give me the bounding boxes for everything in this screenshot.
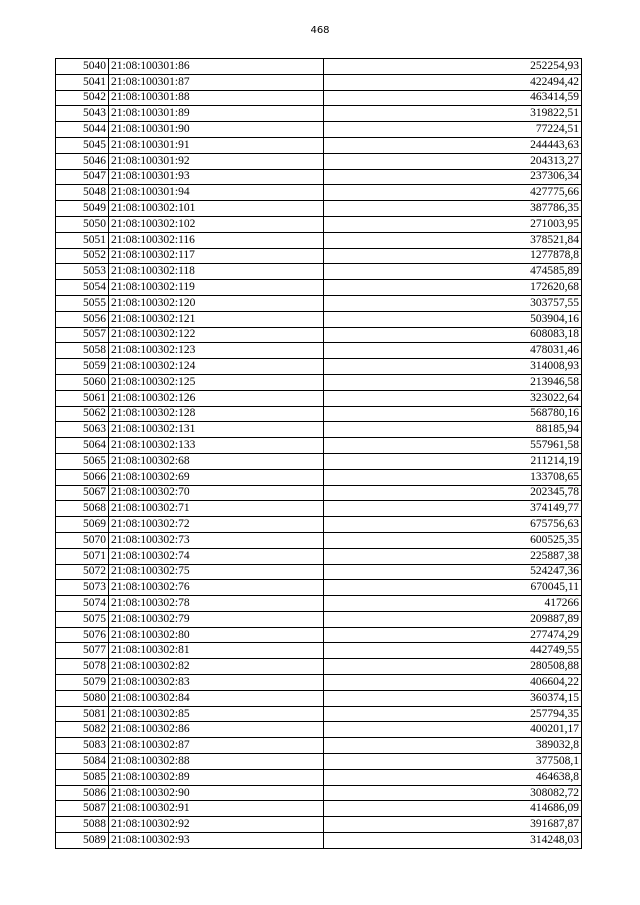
cadastral-number-cell: 21:08:100301:94 xyxy=(109,185,324,201)
row-number-cell: 5089 xyxy=(56,833,109,849)
registry-table xyxy=(55,58,582,849)
table-row xyxy=(56,137,582,153)
cadastral-number-cell: 21:08:100302:126 xyxy=(109,390,324,406)
value-cell: 172620,68 xyxy=(324,280,582,296)
value-cell: 463414,59 xyxy=(324,90,582,106)
table-row xyxy=(56,611,582,627)
table-row xyxy=(56,343,582,359)
row-number-cell: 5060 xyxy=(56,374,109,390)
row-number-cell: 5068 xyxy=(56,501,109,517)
table-row xyxy=(56,390,582,406)
row-number-cell: 5054 xyxy=(56,280,109,296)
value-cell: 225887,38 xyxy=(324,548,582,564)
table-row xyxy=(56,596,582,612)
row-number-cell: 5084 xyxy=(56,754,109,770)
value-cell: 478031,46 xyxy=(324,343,582,359)
row-number-cell: 5078 xyxy=(56,659,109,675)
table-row xyxy=(56,59,582,75)
row-number-cell: 5077 xyxy=(56,643,109,659)
table-row xyxy=(56,122,582,138)
row-number-cell: 5042 xyxy=(56,90,109,106)
row-number-cell: 5043 xyxy=(56,106,109,122)
row-number-cell: 5055 xyxy=(56,295,109,311)
value-cell: 314008,93 xyxy=(324,359,582,375)
table-row xyxy=(56,769,582,785)
cadastral-number-cell: 21:08:100302:82 xyxy=(109,659,324,675)
value-cell: 377508,1 xyxy=(324,754,582,770)
value-cell: 323022,64 xyxy=(324,390,582,406)
table-row xyxy=(56,295,582,311)
table-row xyxy=(56,201,582,217)
table-row xyxy=(56,548,582,564)
value-cell: 608083,18 xyxy=(324,327,582,343)
cadastral-number-cell: 21:08:100301:88 xyxy=(109,90,324,106)
table-row xyxy=(56,580,582,596)
cadastral-number-cell: 21:08:100302:121 xyxy=(109,311,324,327)
cadastral-number-cell: 21:08:100302:102 xyxy=(109,216,324,232)
row-number-cell: 5040 xyxy=(56,59,109,75)
row-number-cell: 5076 xyxy=(56,627,109,643)
table-row xyxy=(56,453,582,469)
table-row xyxy=(56,216,582,232)
cadastral-number-cell: 21:08:100301:90 xyxy=(109,122,324,138)
row-number-cell: 5065 xyxy=(56,453,109,469)
value-cell: 600525,35 xyxy=(324,532,582,548)
table-row xyxy=(56,501,582,517)
page-number: 468 xyxy=(310,25,330,36)
cadastral-number-cell: 21:08:100302:84 xyxy=(109,690,324,706)
row-number-cell: 5045 xyxy=(56,137,109,153)
value-cell: 391687,87 xyxy=(324,817,582,833)
value-cell: 237306,34 xyxy=(324,169,582,185)
row-number-cell: 5085 xyxy=(56,769,109,785)
cadastral-number-cell: 21:08:100302:128 xyxy=(109,406,324,422)
table-row xyxy=(56,817,582,833)
table-row xyxy=(56,264,582,280)
row-number-cell: 5047 xyxy=(56,169,109,185)
value-cell: 308082,72 xyxy=(324,785,582,801)
value-cell: 387786,35 xyxy=(324,201,582,217)
value-cell: 360374,15 xyxy=(324,690,582,706)
cadastral-number-cell: 21:08:100302:85 xyxy=(109,706,324,722)
cadastral-number-cell: 21:08:100302:123 xyxy=(109,343,324,359)
cadastral-number-cell: 21:08:100302:70 xyxy=(109,485,324,501)
row-number-cell: 5048 xyxy=(56,185,109,201)
cadastral-number-cell: 21:08:100302:116 xyxy=(109,232,324,248)
cadastral-number-cell: 21:08:100302:72 xyxy=(109,517,324,533)
cadastral-number-cell: 21:08:100302:76 xyxy=(109,580,324,596)
table-row xyxy=(56,659,582,675)
cadastral-number-cell: 21:08:100302:78 xyxy=(109,596,324,612)
table-row xyxy=(56,706,582,722)
value-cell: 400201,17 xyxy=(324,722,582,738)
cadastral-number-cell: 21:08:100302:75 xyxy=(109,564,324,580)
row-number-cell: 5046 xyxy=(56,153,109,169)
cadastral-number-cell: 21:08:100302:90 xyxy=(109,785,324,801)
table-row xyxy=(56,311,582,327)
table-row xyxy=(56,106,582,122)
table-row xyxy=(56,374,582,390)
value-cell: 524247,36 xyxy=(324,564,582,580)
row-number-cell: 5088 xyxy=(56,817,109,833)
row-number-cell: 5075 xyxy=(56,611,109,627)
cadastral-number-cell: 21:08:100302:79 xyxy=(109,611,324,627)
cadastral-number-cell: 21:08:100302:68 xyxy=(109,453,324,469)
row-number-cell: 5067 xyxy=(56,485,109,501)
cadastral-number-cell: 21:08:100302:89 xyxy=(109,769,324,785)
value-cell: 374149,77 xyxy=(324,501,582,517)
cadastral-number-cell: 21:08:100302:91 xyxy=(109,801,324,817)
cadastral-number-cell: 21:08:100302:80 xyxy=(109,627,324,643)
cadastral-number-cell: 21:08:100302:125 xyxy=(109,374,324,390)
cadastral-number-cell: 21:08:100302:73 xyxy=(109,532,324,548)
value-cell: 503904,16 xyxy=(324,311,582,327)
cadastral-number-cell: 21:08:100302:122 xyxy=(109,327,324,343)
cadastral-number-cell: 21:08:100302:124 xyxy=(109,359,324,375)
value-cell: 464638,8 xyxy=(324,769,582,785)
value-cell: 1277878,8 xyxy=(324,248,582,264)
table-row xyxy=(56,754,582,770)
row-number-cell: 5080 xyxy=(56,690,109,706)
table-row xyxy=(56,690,582,706)
cadastral-number-cell: 21:08:100301:89 xyxy=(109,106,324,122)
row-number-cell: 5061 xyxy=(56,390,109,406)
value-cell: 211214,19 xyxy=(324,453,582,469)
value-cell: 314248,03 xyxy=(324,833,582,849)
row-number-cell: 5058 xyxy=(56,343,109,359)
cadastral-number-cell: 21:08:100302:86 xyxy=(109,722,324,738)
value-cell: 319822,51 xyxy=(324,106,582,122)
value-cell: 417266 xyxy=(324,596,582,612)
cadastral-number-cell: 21:08:100302:87 xyxy=(109,738,324,754)
cadastral-number-cell: 21:08:100302:133 xyxy=(109,438,324,454)
value-cell: 557961,58 xyxy=(324,438,582,454)
cadastral-number-cell: 21:08:100302:88 xyxy=(109,754,324,770)
table-row xyxy=(56,485,582,501)
row-number-cell: 5070 xyxy=(56,532,109,548)
row-number-cell: 5057 xyxy=(56,327,109,343)
table-row xyxy=(56,738,582,754)
row-number-cell: 5083 xyxy=(56,738,109,754)
row-number-cell: 5052 xyxy=(56,248,109,264)
value-cell: 474585,89 xyxy=(324,264,582,280)
row-number-cell: 5069 xyxy=(56,517,109,533)
value-cell: 442749,55 xyxy=(324,643,582,659)
cadastral-number-cell: 21:08:100302:131 xyxy=(109,422,324,438)
row-number-cell: 5071 xyxy=(56,548,109,564)
table-row xyxy=(56,280,582,296)
cadastral-number-cell: 21:08:100302:117 xyxy=(109,248,324,264)
table-row xyxy=(56,722,582,738)
cadastral-number-cell: 21:08:100302:71 xyxy=(109,501,324,517)
row-number-cell: 5063 xyxy=(56,422,109,438)
table-row xyxy=(56,627,582,643)
value-cell: 675756,63 xyxy=(324,517,582,533)
cadastral-number-cell: 21:08:100301:93 xyxy=(109,169,324,185)
table-row xyxy=(56,801,582,817)
row-number-cell: 5082 xyxy=(56,722,109,738)
row-number-cell: 5041 xyxy=(56,74,109,90)
row-number-cell: 5062 xyxy=(56,406,109,422)
row-number-cell: 5049 xyxy=(56,201,109,217)
cadastral-number-cell: 21:08:100301:86 xyxy=(109,59,324,75)
row-number-cell: 5074 xyxy=(56,596,109,612)
value-cell: 88185,94 xyxy=(324,422,582,438)
value-cell: 244443,63 xyxy=(324,137,582,153)
table-row xyxy=(56,232,582,248)
table-row xyxy=(56,422,582,438)
value-cell: 77224,51 xyxy=(324,122,582,138)
cadastral-number-cell: 21:08:100302:120 xyxy=(109,295,324,311)
value-cell: 277474,29 xyxy=(324,627,582,643)
registry-table-body xyxy=(56,59,582,849)
value-cell: 209887,89 xyxy=(324,611,582,627)
table-row xyxy=(56,517,582,533)
row-number-cell: 5053 xyxy=(56,264,109,280)
value-cell: 427775,66 xyxy=(324,185,582,201)
table-row xyxy=(56,785,582,801)
cadastral-number-cell: 21:08:100301:91 xyxy=(109,137,324,153)
row-number-cell: 5050 xyxy=(56,216,109,232)
table-row xyxy=(56,564,582,580)
table-row xyxy=(56,90,582,106)
value-cell: 202345,78 xyxy=(324,485,582,501)
table-row xyxy=(56,248,582,264)
row-number-cell: 5051 xyxy=(56,232,109,248)
table-row xyxy=(56,675,582,691)
value-cell: 568780,16 xyxy=(324,406,582,422)
cadastral-number-cell: 21:08:100302:101 xyxy=(109,201,324,217)
cadastral-number-cell: 21:08:100302:81 xyxy=(109,643,324,659)
cadastral-number-cell: 21:08:100302:92 xyxy=(109,817,324,833)
cadastral-number-cell: 21:08:100302:93 xyxy=(109,833,324,849)
cadastral-number-cell: 21:08:100302:118 xyxy=(109,264,324,280)
row-number-cell: 5086 xyxy=(56,785,109,801)
table-row xyxy=(56,833,582,849)
row-number-cell: 5056 xyxy=(56,311,109,327)
row-number-cell: 5072 xyxy=(56,564,109,580)
cadastral-number-cell: 21:08:100302:119 xyxy=(109,280,324,296)
table-row xyxy=(56,359,582,375)
cadastral-number-cell: 21:08:100302:69 xyxy=(109,469,324,485)
value-cell: 271003,95 xyxy=(324,216,582,232)
table-row xyxy=(56,74,582,90)
value-cell: 204313,27 xyxy=(324,153,582,169)
row-number-cell: 5059 xyxy=(56,359,109,375)
table-row xyxy=(56,185,582,201)
value-cell: 389032,8 xyxy=(324,738,582,754)
value-cell: 252254,93 xyxy=(324,59,582,75)
value-cell: 414686,09 xyxy=(324,801,582,817)
table-row xyxy=(56,406,582,422)
cadastral-number-cell: 21:08:100302:74 xyxy=(109,548,324,564)
row-number-cell: 5081 xyxy=(56,706,109,722)
table-row xyxy=(56,169,582,185)
table-row xyxy=(56,438,582,454)
value-cell: 213946,58 xyxy=(324,374,582,390)
row-number-cell: 5087 xyxy=(56,801,109,817)
table-row xyxy=(56,643,582,659)
row-number-cell: 5073 xyxy=(56,580,109,596)
row-number-cell: 5066 xyxy=(56,469,109,485)
row-number-cell: 5064 xyxy=(56,438,109,454)
row-number-cell: 5044 xyxy=(56,122,109,138)
table-row xyxy=(56,327,582,343)
value-cell: 378521,84 xyxy=(324,232,582,248)
value-cell: 133708,65 xyxy=(324,469,582,485)
cadastral-number-cell: 21:08:100302:83 xyxy=(109,675,324,691)
cadastral-number-cell: 21:08:100301:92 xyxy=(109,153,324,169)
cadastral-number-cell: 21:08:100301:87 xyxy=(109,74,324,90)
table-row xyxy=(56,153,582,169)
value-cell: 422494,42 xyxy=(324,74,582,90)
table-row xyxy=(56,469,582,485)
value-cell: 303757,55 xyxy=(324,295,582,311)
table-row xyxy=(56,532,582,548)
row-number-cell: 5079 xyxy=(56,675,109,691)
value-cell: 670045,11 xyxy=(324,580,582,596)
value-cell: 257794,35 xyxy=(324,706,582,722)
value-cell: 406604,22 xyxy=(324,675,582,691)
value-cell: 280508,88 xyxy=(324,659,582,675)
